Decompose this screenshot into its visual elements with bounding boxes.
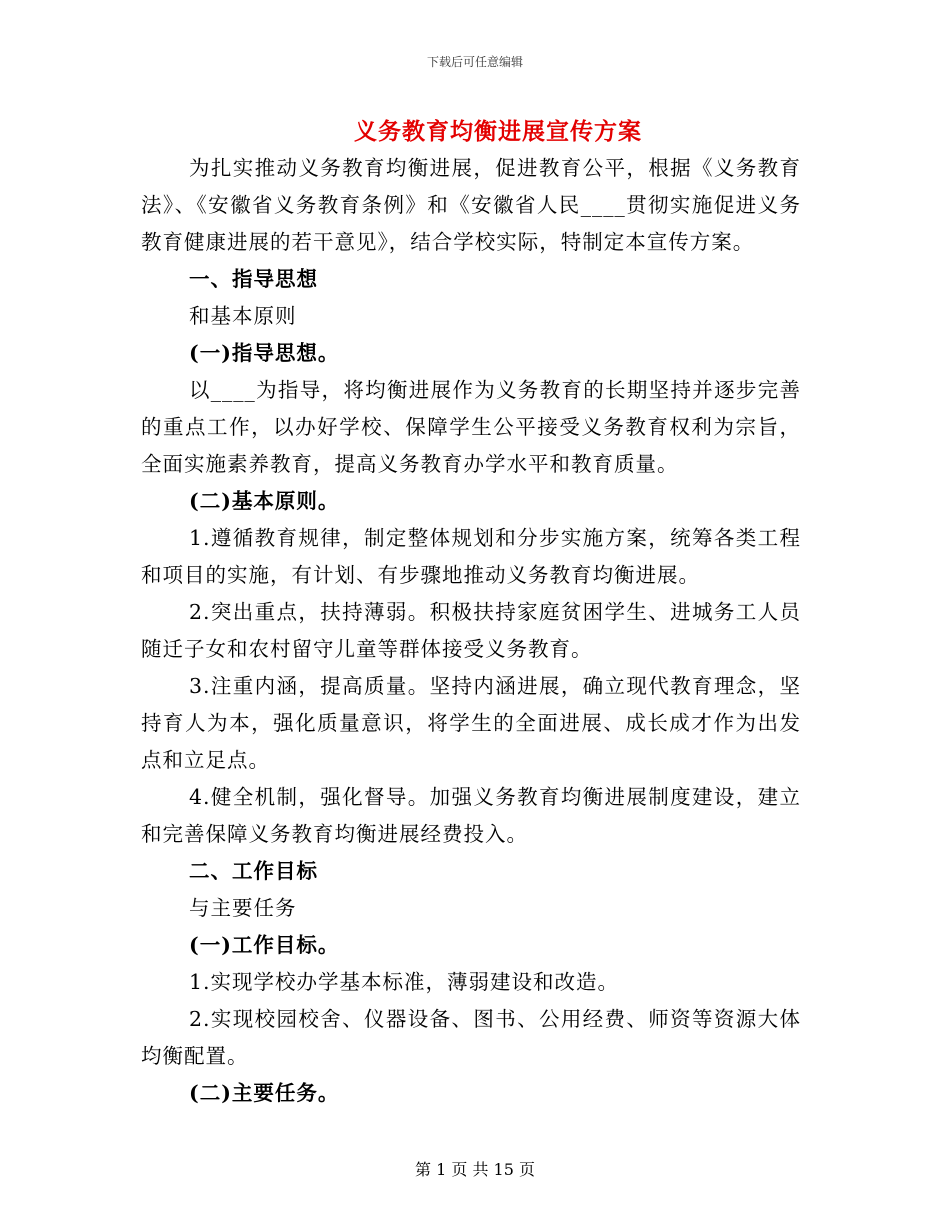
section-heading-2: 二、工作目标: [189, 859, 318, 883]
list-item: 2.突出重点，扶持薄弱。积极扶持家庭贫困学生、进城务工人员随迁子女和农村留守儿童等群体接受义务教育。: [141, 600, 801, 661]
list-item: 1.遵循教育规律，制定整体规划和分步实施方案，统筹各类工程和项目的实施，有计划、有步骤地推动义务教育均衡进展。: [141, 526, 801, 587]
list-item: 4.健全机制，强化督导。加强义务教育均衡进展制度建设，建立和完善保障义务教育均衡进展经费投入。: [141, 785, 801, 846]
list-item: 3.注重内涵，提高质量。坚持内涵进展，确立现代教育理念，坚持育人为本，强化质量意识，将学生的全面进展、成长成才作为出发点和立足点。: [141, 674, 801, 772]
document-body: [141, 150, 801, 1112]
subsection-heading: (二)基本原则。: [189, 489, 340, 513]
subsection-heading: (一)工作目标。: [189, 933, 340, 957]
section-heading-1: 一、指导思想: [189, 267, 318, 291]
list-item: 2.实现校园校舍、仪器设备、图书、公用经费、师资等资源大体均衡配置。: [141, 1007, 801, 1068]
page-footer-note: 第 1 页 共 15 页: [415, 1160, 535, 1179]
body-paragraph: 以____为指导，将均衡进展作为义务教育的长期坚持并逐步完善的重点工作，以办好学校、保障学生公平接受义务教育权利为宗旨，全面实施素养教育，提高义务教育办学水平和教育质量。: [141, 378, 801, 476]
section-heading-2-cont: 与主要任务: [189, 896, 297, 920]
section-heading-1-cont: 和基本原则: [189, 304, 297, 328]
page-header-note: 下载后可任意编辑: [426, 55, 523, 69]
document-title: 义务教育均衡进展宣传方案: [354, 118, 642, 145]
list-item: 1.实现学校办学基本标准，薄弱建设和改造。: [189, 970, 620, 994]
subsection-heading: (一)指导思想。: [189, 341, 340, 365]
intro-paragraph: 为扎实推动义务教育均衡进展，促进教育公平，根据《义务教育法》、《安徽省义务教育条例》和《安徽省人民____贯彻实施促进义务教育健康进展的若干意见》，结合学校实际，特制定本宣传方案。: [141, 156, 801, 254]
subsection-heading: (二)主要任务。: [189, 1081, 340, 1105]
